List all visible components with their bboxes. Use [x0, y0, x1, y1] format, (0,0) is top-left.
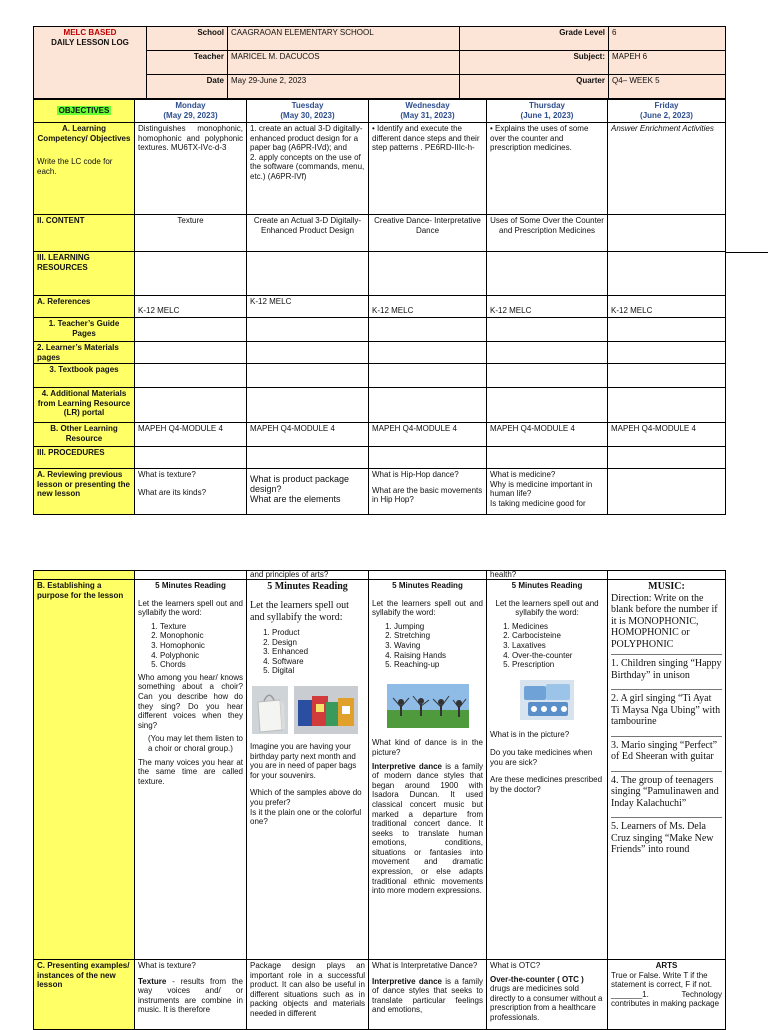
word-list-item: 2. Design	[272, 638, 365, 648]
header-table	[33, 26, 726, 99]
mon-examples: What is texture? Texture - results from the way voices and/ or instruments are combine in music. It is therefore	[135, 960, 247, 1030]
fri-examples: ARTS True or False. Write T if the statement is correct, F if not. _______1. Technology contributes in making package	[608, 960, 726, 1030]
wed-reading-title: 5 Minutes Reading	[392, 581, 463, 590]
tue-examples: Package design plays an important role in a successful product. It can also be useful in different situations such as in packing objects and materials needed in different	[247, 960, 369, 1030]
content-label: II. CONTENT	[34, 215, 135, 252]
wed-ref: K-12 MELC	[369, 296, 487, 318]
tue-objective: 1. create an actual 3-D digitally-enhanced product design for a paper bag (A6PR-IVd); and 2. apply concepts on the use of the software (commands, menu, etc.) (A6PR-IVf)	[247, 123, 369, 215]
tue-ref: K-12 MELC	[247, 296, 369, 318]
fri-music-title: MUSIC:	[648, 581, 685, 592]
fri-content	[608, 215, 726, 252]
dance-picture	[387, 684, 469, 728]
lesson-table-page1	[33, 99, 726, 515]
mon-content: Texture	[135, 215, 247, 252]
answer-line	[611, 817, 722, 818]
thu-spell: Let the learners spell out and syllabify the word:	[495, 598, 599, 618]
fri-ref: K-12 MELC	[608, 296, 726, 318]
word-list-item: 5. Prescription	[512, 660, 604, 670]
word-list-item: 5. Digital	[272, 666, 365, 676]
school-label: School	[147, 27, 228, 51]
thu-word-list	[490, 622, 604, 670]
music-item: 1. Children singing “Happy Birthday” in unison	[611, 658, 722, 681]
dll-title-cell	[34, 27, 147, 99]
wed-review: What is Hip-Hop dance? What are the basic movements in Hip Hop?	[369, 469, 487, 515]
review-label: A. Reviewing previous lesson or presenting the new lesson	[34, 469, 135, 515]
references-label: A. References	[34, 296, 135, 318]
paper-bag-images	[250, 686, 365, 734]
grade-value: 6	[609, 27, 726, 51]
thu-review-cont: health?	[487, 571, 608, 580]
word-list-item: 3. Laxatives	[512, 641, 604, 651]
subject-value: MAPEH 6	[609, 51, 726, 75]
examples-label: C. Presenting examples/ instances of the new lesson	[34, 960, 135, 1030]
medicines-picture	[520, 680, 574, 720]
resources-label: III. LEARNING RESOURCES	[34, 252, 135, 296]
word-list-item: 3. Waving	[394, 641, 483, 651]
fri-objective: Answer Enrichment Activities	[608, 123, 726, 215]
quarter-value: Q4– WEEK 5	[609, 75, 726, 99]
fri-direction: Direction: Write on the blank before the number if it is MONOPHONIC, HOMOPHONIC or POLYPHONIC	[611, 592, 718, 650]
answer-line	[611, 736, 722, 737]
date-value: May 29-June 2, 2023	[228, 75, 460, 99]
word-list-item: 1. Texture	[160, 622, 243, 632]
music-item: 4. The group of teenagers singing “Pamulinawen and Inday Kalachuchi”	[611, 774, 719, 809]
date-label: Date	[147, 75, 228, 99]
mon-word-list	[138, 622, 243, 670]
wed-examples: What is Interpretative Dance? Interpretive dance is a family of dance styles that seeks to translate particular feelings and emotions,	[369, 960, 487, 1030]
answer-line	[611, 689, 722, 690]
day-monday: Monday (May 29, 2023)	[135, 100, 247, 123]
additional-materials-label: 4. Additional Materials from Learning Resource (LR) portal	[34, 388, 135, 423]
music-item: 2. A girl singing “Ti Ayat Ti Maysa Nga Ubing” with tambourine	[611, 693, 721, 727]
day-friday: Friday (June 2, 2023)	[608, 100, 726, 123]
wed-word-list	[372, 622, 483, 670]
tue-review-cont: and principles of arts?	[247, 571, 369, 580]
teacher-value: MARICEL M. DACUCOS	[228, 51, 460, 75]
tue-reading-title: 5 Minutes Reading	[267, 581, 348, 592]
thu-reading-title: 5 Minutes Reading	[511, 581, 583, 590]
textbook-label: 3. Textbook pages	[34, 364, 135, 388]
teacher-label: Teacher	[147, 51, 228, 75]
teachers-guide-label: 1. Teacher’s Guide Pages	[34, 318, 135, 342]
word-list-item: 2. Monophonic	[160, 631, 243, 641]
word-list-item: 2. Carbocisteine	[512, 631, 604, 641]
word-list-item: 3. Enhanced	[272, 647, 365, 657]
tue-purpose: 5 Minutes Reading Let the learners spell out and syllabify the word: 1. Product 2. Design 3. Enhanced 4. Software 5. Digital Imagine you are having your birthday party next month and you are in need of paper bags for your souvenirs. Which of the samples above do you prefer? Is it the plain one or the colorful one?	[247, 580, 369, 960]
word-list-item: 3. Homophonic	[160, 641, 243, 651]
fri-purpose	[608, 580, 726, 960]
learning-competency-label: A. Learning Competency/ Objectives Write the LC code for each.	[34, 123, 135, 215]
word-list-item: 4. Polyphonic	[160, 651, 243, 661]
tue-module: MAPEH Q4-MODULE 4	[247, 423, 369, 447]
school-value: CAAGRAOAN ELEMENTARY SCHOOL	[228, 27, 460, 51]
wed-content: Creative Dance- Interpretative Dance	[369, 215, 487, 252]
thu-examples: What is OTC? Over-the-counter ( OTC ) drugs are medicines sold directly to a consumer without a prescription from a healthcare professionals.	[487, 960, 608, 1030]
word-list-item: 1. Medicines	[512, 622, 604, 632]
answer-line	[611, 654, 722, 655]
word-list-item: 1. Jumping	[394, 622, 483, 632]
wed-module: MAPEH Q4-MODULE 4	[369, 423, 487, 447]
quarter-label: Quarter	[460, 75, 609, 99]
tue-spell: Let the learners spell out and syllabify the word:	[250, 600, 349, 623]
melc-label: MELC BASED	[63, 28, 117, 37]
word-list-item: 4. Software	[272, 657, 365, 667]
grade-label: Grade Level	[460, 27, 609, 51]
tue-content: Create an Actual 3-D Digitally- Enhanced Product Design	[247, 215, 369, 252]
wed-objective: • Identify and execute the different dance steps and their step patterns . PE6RD-IIIc-h-	[369, 123, 487, 215]
wed-purpose: 5 Minutes Reading Let the learners spell out and syllabify the word: 1. Jumping 2. Stretching 3. Waving 4. Raising Hands 5. Reaching-up What kind of dance is in the picture? Interpretive dance is a family of modern dance styles that began around 1900 with Isadora Duncan. It used classical concert music but marked a departure from traditional concert dance. It seeks to translate human emotions, conditions, situations or fantasies into movement and dramatic expression, or else adapts traditional ethnic movements into more modern expressions.	[369, 580, 487, 960]
subject-label: Subject:	[460, 51, 609, 75]
word-list-item: 4. Raising Hands	[394, 651, 483, 661]
wed-spell: Let the learners spell out and syllabify the word:	[372, 598, 483, 618]
word-list-item: 4. Over-the-counter	[512, 651, 604, 661]
day-wednesday: Wednesday (May 31, 2023)	[369, 100, 487, 123]
thu-module: MAPEH Q4-MODULE 4	[487, 423, 608, 447]
mon-purpose: 5 Minutes Reading Let the learners spell out and syllabify the word: 1. Texture 2. Monophonic 3. Homophonic 4. Polyphonic 5. Chords Who among you hear/ knows something about a choir? Can you describe how do they sing? Do you hear different voices when they sing? (You may let them listen to a choir or choral group.) The many voices you hear at the same time are called texture.	[135, 580, 247, 960]
objectives-header: OBJECTIVES	[34, 100, 135, 123]
tue-review: What is product package design? What are the elements	[247, 469, 369, 515]
purpose-label: B. Establishing a purpose for the lesson	[34, 580, 135, 960]
thu-review: What is medicine? Why is medicine important in human life? Is taking medicine good for	[487, 469, 608, 515]
answer-line	[611, 771, 722, 772]
day-thursday: Thursday (June 1, 2023)	[487, 100, 608, 123]
thu-objective: • Explains the uses of some over the counter and prescription medicines.	[487, 123, 608, 215]
mon-review: What is texture? What are its kinds?	[135, 469, 247, 515]
music-item: 5. Learners of Ms. Dela Cruz singing “Make New Friends” into round	[611, 821, 714, 855]
procedures-label: III. PROCEDURES	[34, 447, 135, 469]
word-list-item: 2. Stretching	[394, 631, 483, 641]
fri-module: MAPEH Q4-MODULE 4	[608, 423, 726, 447]
thu-purpose: 5 Minutes Reading Let the learners spell out and syllabify the word: 1. Medicines 2. Carbocisteine 3. Laxatives 4. Over-the-counter 5. Prescription What is in the picture? Do you take medicines when you are sick? Are these medicines prescribed by the doctor?	[487, 580, 608, 960]
thu-ref: K-12 MELC	[487, 296, 608, 318]
mon-ref: K-12 MELC	[135, 296, 247, 318]
music-item: 3. Mario singing “Perfect” of Ed Sheeran with guitar	[611, 739, 718, 762]
mon-objective: Distinguishes monophonic, homophonic and polyphonic textures. MU6TX-IVc-d-3	[135, 123, 247, 215]
fri-music-items	[611, 654, 722, 856]
mon-reading-title: 5 Minutes Reading	[155, 581, 226, 590]
learners-materials-label: 2. Learner’s Materials pages	[34, 342, 135, 364]
day-tuesday: Tuesday (May 30, 2023)	[247, 100, 369, 123]
word-list-item: 5. Reaching-up	[394, 660, 483, 670]
other-resources-label: B. Other Learning Resource	[34, 423, 135, 447]
mon-module: MAPEH Q4-MODULE 4	[135, 423, 247, 447]
side-rule	[725, 252, 768, 253]
mon-spell: Let the learners spell out and syllabify the word:	[138, 598, 243, 618]
plain-paper-bag-image	[252, 686, 288, 734]
tue-word-list	[250, 628, 365, 676]
colorful-paper-bags-image	[294, 686, 358, 734]
lesson-table-page2	[33, 570, 726, 1030]
dll-label: DAILY LESSON LOG	[51, 37, 129, 47]
word-list-item: 5. Chords	[160, 660, 243, 670]
word-list-item: 1. Product	[272, 628, 365, 638]
thu-content: Uses of Some Over the Counter and Prescription Medicines	[487, 215, 608, 252]
